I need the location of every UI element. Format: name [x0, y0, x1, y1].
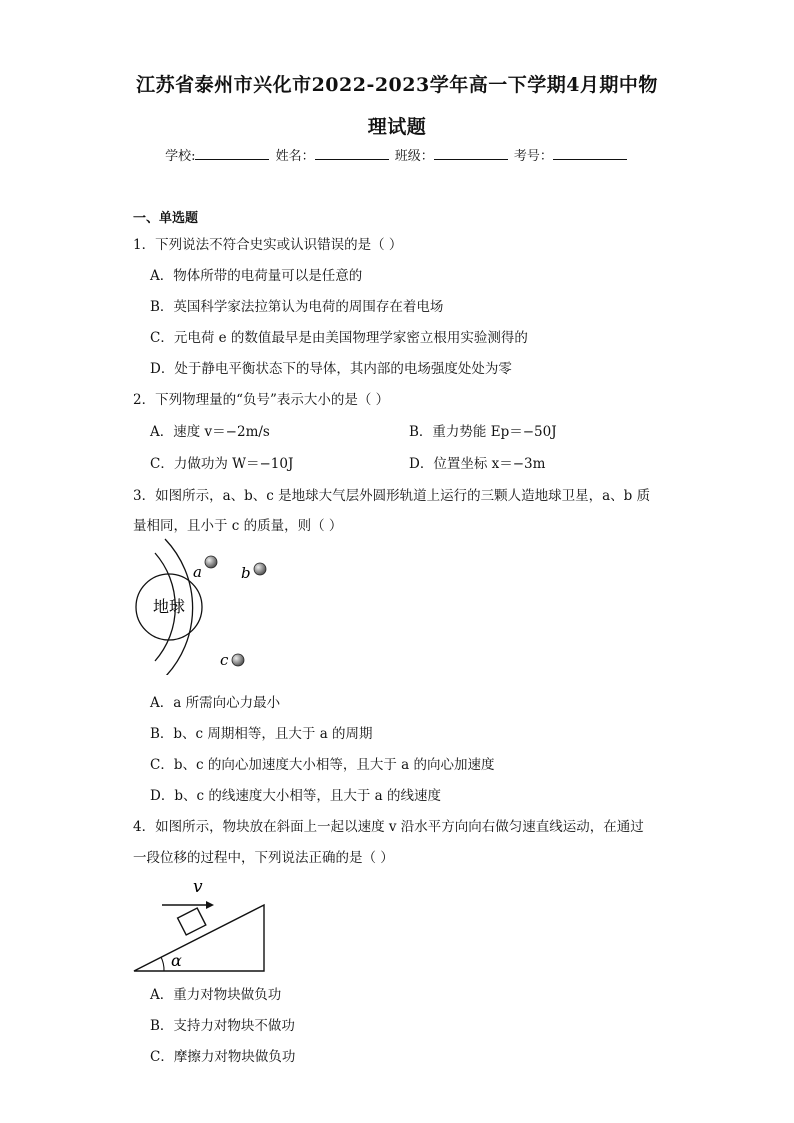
- satellite-b: [254, 563, 266, 575]
- question-4-option-b: B．支持力对物块不做功: [150, 1018, 295, 1034]
- satellite-c: [232, 654, 244, 666]
- satellite-orbit-figure: [125, 535, 285, 675]
- velocity-label: v: [193, 877, 203, 897]
- incline-figure: [130, 872, 275, 977]
- question-1-option-c: C．元电荷 e 的数值最早是由美国物理学家密立根用实验测得的: [150, 330, 528, 346]
- question-4-option-c: C．摩擦力对物块做负功: [150, 1049, 296, 1065]
- earth-label: 地球: [152, 597, 186, 616]
- question-1-option-a: A．物体所带的电荷量可以是任意的: [150, 268, 363, 284]
- question-3-option-b: B．b、c 周期相等，且大于 a 的周期: [150, 726, 373, 742]
- question-2-option-d: D．位置坐标 x＝−3m: [409, 456, 546, 472]
- question-4-option-a: A．重力对物块做负功: [150, 987, 282, 1003]
- block: [178, 908, 206, 935]
- student-info-row: [0, 145, 794, 164]
- question-3-stem-line2: 量相同，且小于 c 的质量，则（ ）: [133, 518, 343, 534]
- question-2-option-b: B．重力势能 Ep＝−50J: [409, 424, 557, 440]
- question-2-option-a: A．速度 v＝−2m/s: [150, 424, 270, 440]
- class-field-label: 班级：: [394, 149, 434, 164]
- class-field-blank[interactable]: [434, 146, 508, 160]
- school-field-label: 学校:: [165, 149, 196, 164]
- page-title-line1: 江苏省泰州市兴化市2022-2023学年高一下学期4月期中物: [136, 74, 658, 96]
- satellite-a-label: a: [193, 563, 202, 581]
- question-2-option-c: C．力做功为 W＝−10J: [150, 456, 294, 472]
- question-4-stem-line2: 一段位移的过程中，下列说法正确的是（ ）: [133, 850, 394, 866]
- satellite-c-label: c: [220, 651, 229, 669]
- school-field-blank[interactable]: [195, 146, 269, 160]
- name-field-label: 姓名：: [275, 149, 315, 164]
- question-1-option-b: B．英国科学家法拉第认为电荷的周围存在着电场: [150, 299, 444, 315]
- question-3-option-a: A．a 所需向心力最小: [150, 695, 281, 711]
- name-field-blank[interactable]: [315, 146, 389, 160]
- velocity-arrow-head: [206, 901, 214, 909]
- angle-label: α: [171, 951, 182, 970]
- question-3-option-d: D．b、c 的线速度大小相等，且大于 a 的线速度: [150, 788, 441, 804]
- section-title: 一、单选题: [133, 211, 199, 226]
- question-2-stem: 2．下列物理量的“负号”表示大小的是（ ）: [133, 392, 390, 408]
- satellite-b-label: b: [241, 564, 251, 582]
- question-1-stem: 1．下列说法不符合史实或认识错误的是（ ）: [133, 237, 403, 253]
- exam-number-field-label: 考号：: [513, 149, 553, 164]
- question-3-stem-line1: 3．如图所示，a、b、c 是地球大气层外圆形轨道上运行的三颗人造地球卫星，a、b 质: [133, 488, 651, 504]
- question-4-stem-line1: 4．如图所示，物块放在斜面上一起以速度 v 沿水平方向向右做匀速直线运动，在通过: [133, 819, 644, 835]
- page-title-line2: 理试题: [367, 116, 427, 138]
- satellite-a: [205, 556, 217, 568]
- angle-arc: [161, 957, 164, 971]
- exam-number-field-blank[interactable]: [553, 146, 627, 160]
- question-3-option-c: C．b、c 的向心加速度大小相等，且大于 a 的向心加速度: [150, 757, 495, 773]
- question-1-option-d: D．处于静电平衡状态下的导体，其内部的电场强度处处为零: [150, 361, 512, 377]
